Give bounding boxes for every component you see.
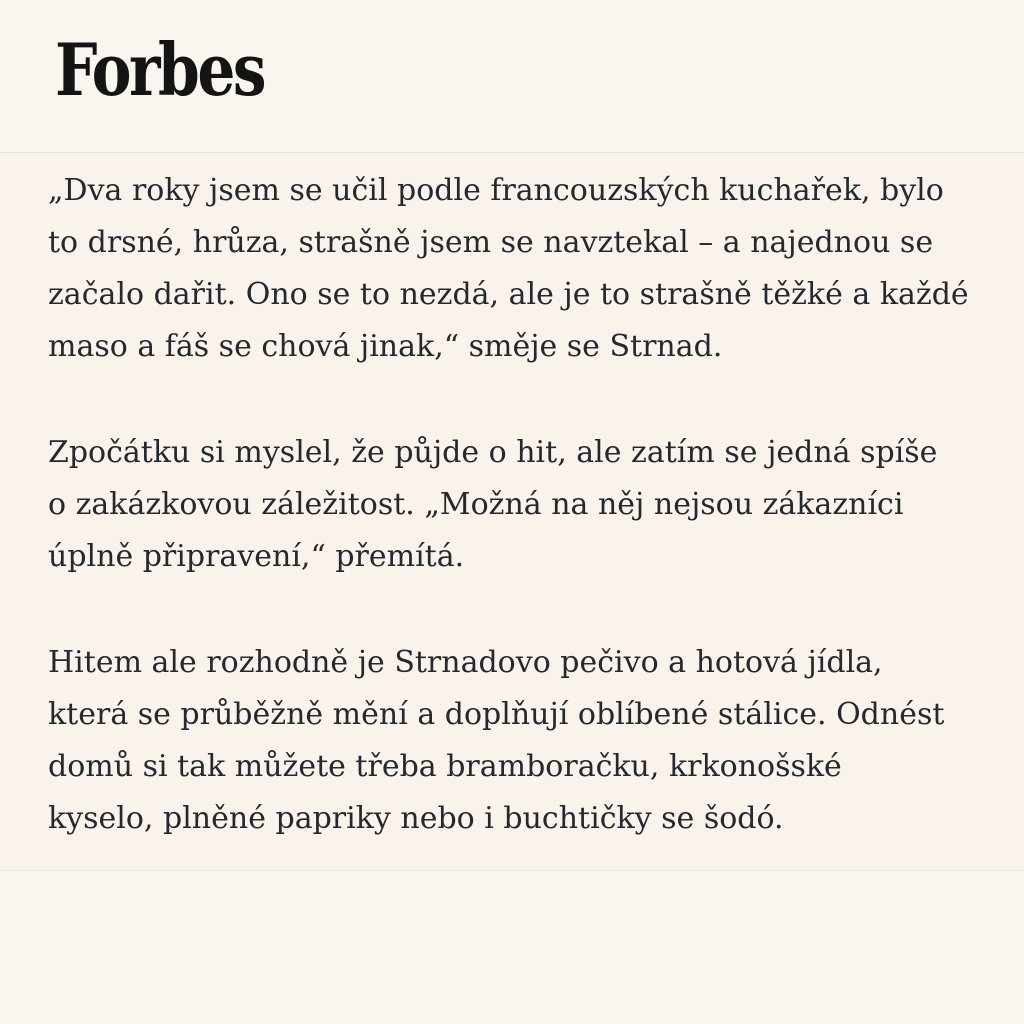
paragraph-line: o zakázkovou záležitost. „Možná na něj nejsou zákazníci xyxy=(48,487,904,522)
footer-section xyxy=(0,871,1024,1024)
paragraph-line: začalo dařit. Ono se to nezdá, ale je to strašně těžké a každé xyxy=(48,277,969,312)
article-body xyxy=(0,153,1024,871)
article-paragraph xyxy=(48,637,980,845)
paragraph-line: která se průběžně mění a doplňují oblíbené stálice. Odnést xyxy=(48,697,945,732)
paragraph-line: to drsné, hrůza, strašně jsem se navztekal – a najednou se xyxy=(48,225,934,260)
paragraph-line: „Dva roky jsem se učil podle francouzských kuchařek, bylo xyxy=(48,173,944,208)
paragraph-line: úplně připravení,“ přemítá. xyxy=(48,539,465,574)
site-header xyxy=(0,0,1024,153)
article-paragraph xyxy=(48,165,980,373)
paragraph-line: Hitem ale rozhodně je Strnadovo pečivo a hotová jídla, xyxy=(48,645,883,680)
paragraph-line: Zpočátku si myslel, že půjde o hit, ale zatím se jedná spíše xyxy=(48,435,938,470)
forbes-logo[interactable]: Forbes xyxy=(55,27,265,112)
paragraph-line: maso a fáš se chová jinak,“ směje se Strnad. xyxy=(48,329,723,364)
paragraph-line: domů si tak můžete třeba bramboračku, krkonošské xyxy=(48,749,842,784)
article-paragraph xyxy=(48,427,980,583)
paragraph-line: kyselo, plněné papriky nebo i buchtičky se šodó. xyxy=(48,801,784,836)
